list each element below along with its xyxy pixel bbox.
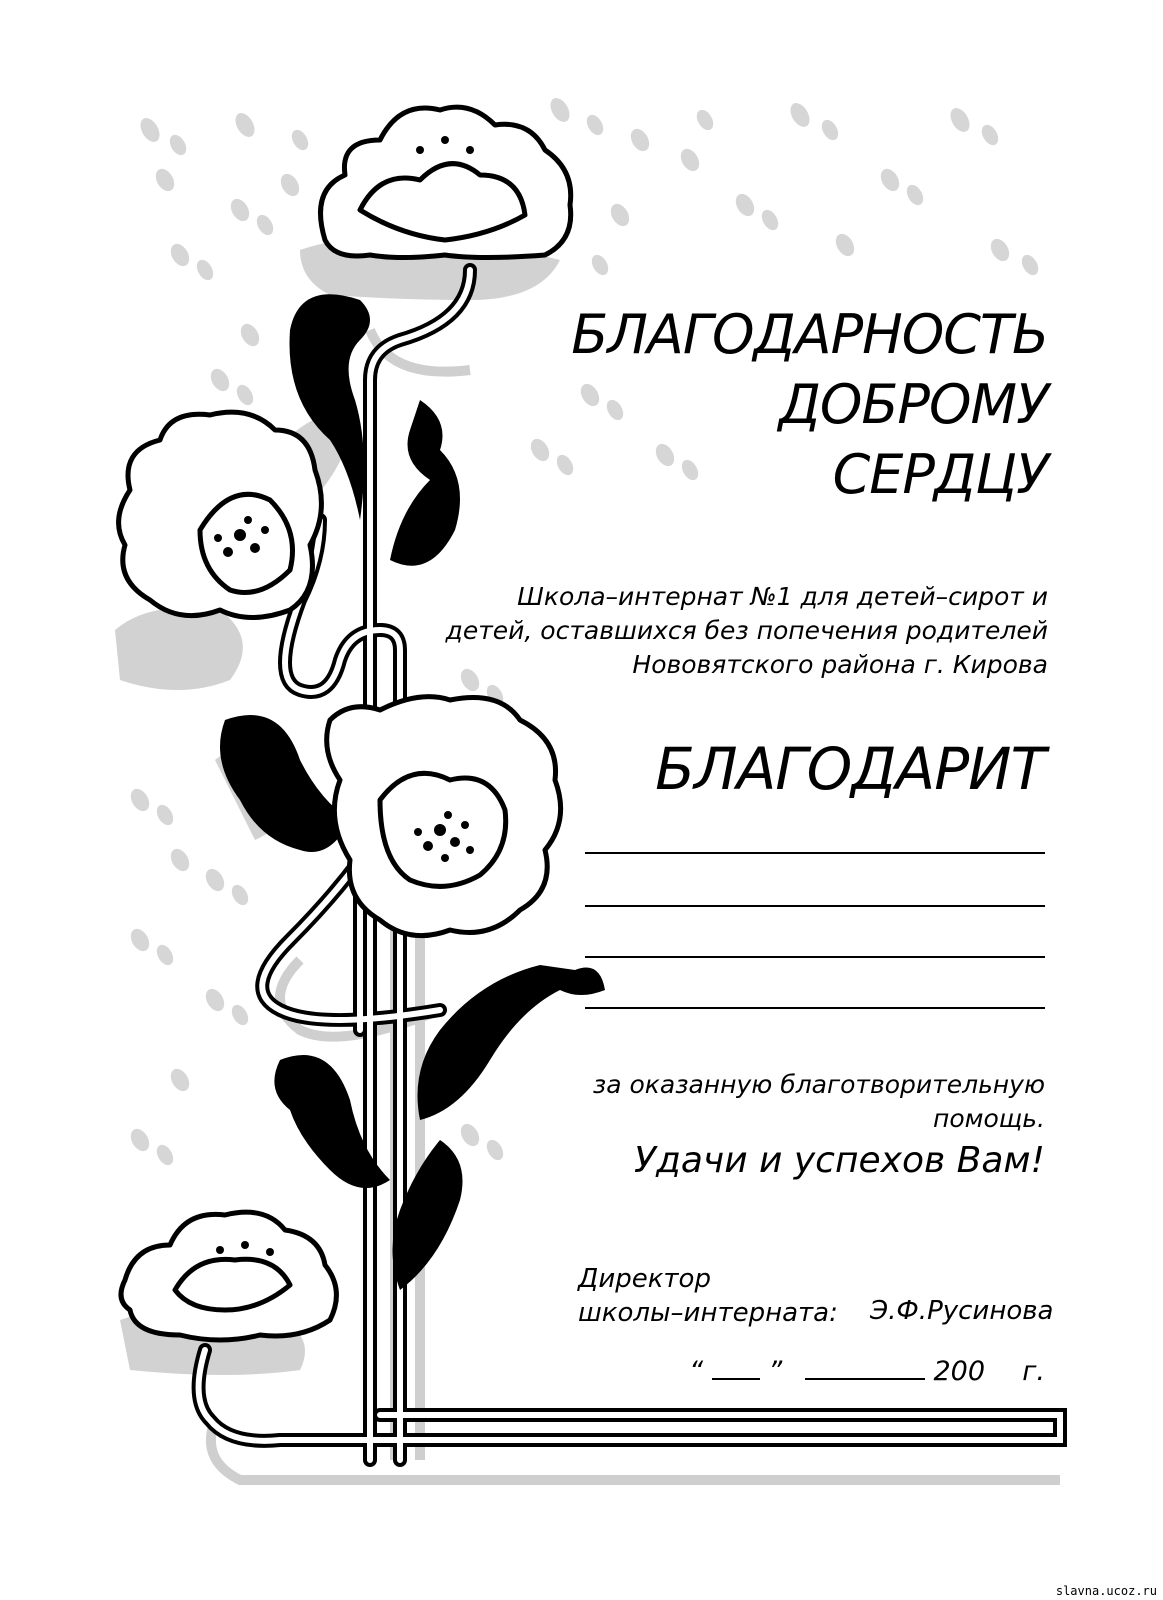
organization-line: Нововятского района г. Кирова	[632, 650, 1048, 679]
wish-text: Удачи и успехов Вам!	[634, 1140, 1045, 1181]
organization-line: детей, оставшихся без попечения родителей	[445, 616, 1048, 645]
reason-text	[525, 1068, 1045, 1136]
title-line: СЕРДЦУ	[832, 443, 1048, 506]
organization-name	[408, 580, 1048, 682]
recipient-blank-line[interactable]	[585, 1007, 1045, 1009]
reason-line: за оказанную благотворительную	[592, 1070, 1045, 1099]
organization-line: Школа–интернат №1 для детей–сирот и	[517, 582, 1048, 611]
close-quote: ”	[768, 1356, 783, 1387]
director-name: Э.Ф.Русинова	[870, 1296, 1054, 1326]
day-blank[interactable]	[712, 1358, 760, 1380]
year-blank[interactable]	[994, 1358, 1014, 1380]
watermark: slavna.ucoz.ru	[1055, 1584, 1157, 1598]
thanks-verb: БЛАГОДАРИТ	[655, 735, 1045, 803]
title-line: БЛАГОДАРНОСТЬ	[571, 303, 1048, 366]
recipient-blank-line[interactable]	[585, 905, 1045, 907]
month-blank[interactable]	[805, 1358, 925, 1380]
open-quote: “	[689, 1356, 704, 1387]
title-line: ДОБРОМУ	[778, 373, 1048, 436]
recipient-blank-line[interactable]	[585, 956, 1045, 958]
role-line: школы–интерната:	[578, 1298, 838, 1328]
year-suffix: г.	[1022, 1356, 1045, 1387]
certificate-title	[488, 300, 1048, 510]
date-line	[689, 1356, 1045, 1387]
role-line: Директор	[578, 1264, 711, 1294]
year-prefix: 200	[933, 1356, 986, 1387]
signature-role	[578, 1262, 838, 1330]
reason-line: помощь.	[932, 1104, 1045, 1133]
recipient-blank-line[interactable]	[585, 852, 1045, 854]
